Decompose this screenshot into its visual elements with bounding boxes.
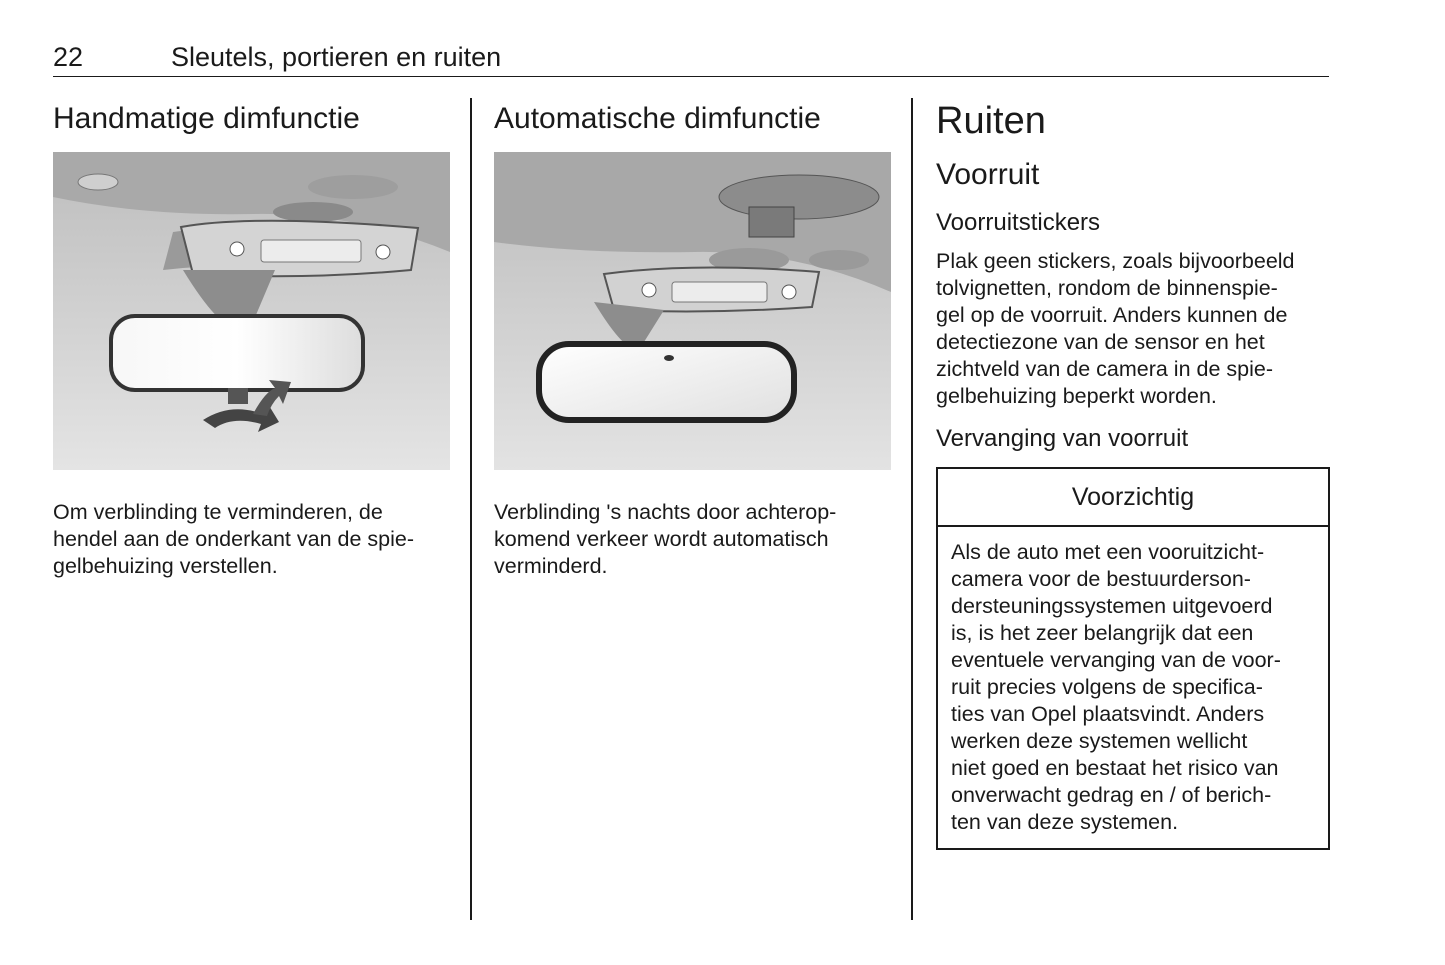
stickers-body: Plak geen stickers, zoals bijvoorbeeld tolvignetten, rondom de binnenspie- gel op de voorruit. Anders kunnen de detectiezone van de sensor en het zichtveld van de camera in de spie- gelbehuizing beperkt worden. (936, 249, 1295, 408)
caution-body: Als de auto met een vooruitzicht- camera voor de bestuurderson- dersteuningssystemen uitgevoerd is, is het zeer belangrijk dat een eventuele vervanging van de voor- ruit precies volgens de specifica- ties van Opel plaatsvindt. Anders werken deze systemen wellicht niet goed en bestaat het risico van onverwacht gedrag en / of berich- ten van deze systemen. (951, 540, 1281, 834)
caution-box (936, 467, 1330, 850)
chapter-title: Ruiten (936, 100, 1046, 142)
column-divider (911, 98, 913, 920)
column-divider (470, 98, 472, 920)
page-header (53, 40, 1329, 77)
page-number: 22 (53, 42, 84, 72)
section-body: Verblinding 's nachts door achterop- komend verkeer wordt automatisch verminderd. (494, 500, 837, 578)
subsection-title: Voorruit (936, 158, 1040, 191)
section-title: Handmatige dimfunctie (53, 102, 360, 135)
windows-section (936, 98, 1330, 850)
section-title: Automatische dimfunctie (494, 102, 821, 135)
automatic-mirror-illustration (494, 152, 891, 470)
automatic-dimming-section (494, 98, 891, 580)
caution-title: Voorzichtig (938, 469, 1328, 527)
replacement-heading: Vervanging van voorruit (936, 425, 1189, 452)
manual-mirror-illustration (53, 152, 450, 470)
manual-dimming-section (53, 98, 450, 580)
stickers-heading: Voorruitstickers (936, 209, 1101, 236)
running-title: Sleutels, portieren en ruiten (171, 42, 502, 72)
section-body: Om verblinding te verminderen, de hendel aan de onderkant van de spie- gelbehuizing verstellen. (53, 500, 414, 578)
